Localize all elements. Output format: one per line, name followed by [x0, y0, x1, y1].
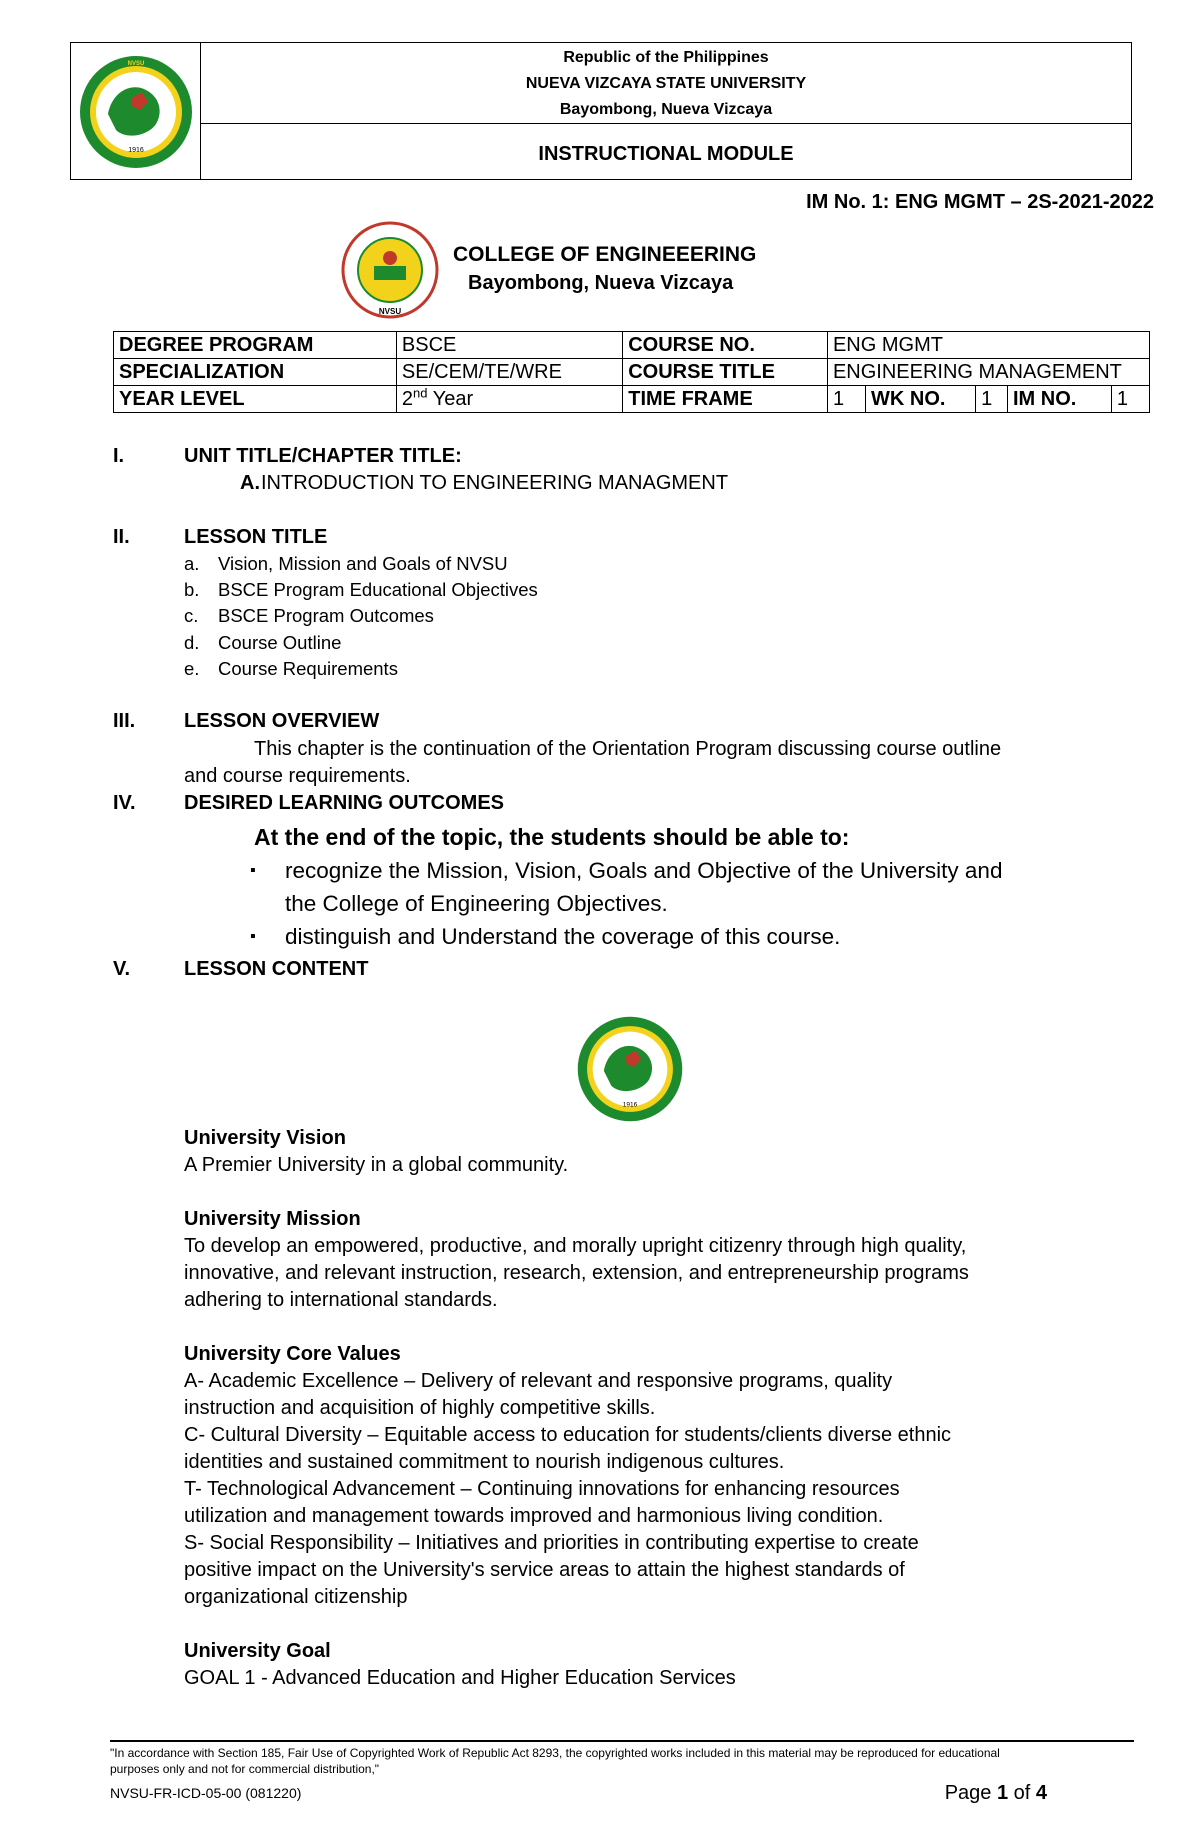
overview-line: This chapter is the continuation of the Orientation Program discussing course outline	[254, 738, 1002, 760]
svg-text:NVSU: NVSU	[127, 61, 145, 67]
specialization-label: SPECIALIZATION	[114, 359, 397, 386]
time-frame-label: TIME FRAME	[623, 386, 828, 413]
year-number: 2	[401, 388, 414, 410]
module-title: INSTRUCTIONAL MODULE	[538, 143, 794, 165]
im-no-label: IM NO.	[1007, 386, 1111, 413]
page-word: Page	[944, 1782, 997, 1804]
course-no-value: ENG MGMT	[827, 332, 1149, 359]
section-numeral-1: I.	[113, 445, 125, 467]
course-no-label: COURSE NO.	[623, 332, 828, 359]
bullet-icon: ▪	[250, 928, 256, 945]
goal-text: GOAL 1 - Advanced Education and Higher Education Services	[184, 1667, 736, 1689]
core-values-line: positive impact on the University's service areas to attain the highest standards of	[184, 1559, 905, 1581]
footer-rule	[110, 1740, 1134, 1742]
outcome-item: recognize the Mission, Vision, Goals and Objective of the University and	[285, 858, 1003, 883]
im-no-value: 1	[1111, 386, 1149, 413]
mission-heading: University Mission	[184, 1208, 361, 1230]
college-name: COLLEGE OF ENGINEEERING	[453, 243, 757, 266]
page-number	[945, 1782, 1047, 1805]
section-numeral-3: III.	[113, 710, 136, 732]
degree-program-label: DEGREE PROGRAM	[114, 332, 397, 359]
lesson-overview-heading: LESSON OVERVIEW	[184, 710, 380, 732]
list-item: Course Outline	[218, 632, 342, 653]
specialization-value: SE/CEM/TE/WRE	[396, 359, 622, 386]
list-item-letter: e.	[184, 658, 200, 679]
core-values-line: utilization and management towards improved and harmonious living condition.	[184, 1505, 884, 1527]
mission-line: innovative, and relevant instruction, research, extension, and entrepreneurship programs	[184, 1262, 969, 1284]
mission-line: adhering to international standards.	[184, 1289, 498, 1311]
year-suffix: nd	[413, 385, 428, 401]
lesson-title-heading: LESSON TITLE	[184, 526, 328, 548]
year-level-label: YEAR LEVEL	[114, 386, 397, 413]
overview-line: and course requirements.	[184, 765, 411, 787]
svg-text:1916: 1916	[622, 1101, 638, 1109]
list-item: Vision, Mission and Goals of NVSU	[218, 553, 508, 574]
svg-text:1916: 1916	[128, 147, 144, 154]
core-values-line: instruction and acquisition of highly competitive skills.	[184, 1397, 656, 1419]
header-box	[70, 42, 1132, 180]
university-seal-logo	[574, 1013, 686, 1125]
core-values-line: T- Technological Advancement – Continuing innovations for enhancing resources	[184, 1478, 900, 1500]
table-row	[114, 386, 1150, 413]
university-seal-logo	[76, 52, 196, 172]
list-item: Course Requirements	[218, 658, 398, 679]
page-of: of	[1008, 1782, 1036, 1804]
bullet-icon: ▪	[250, 862, 256, 879]
core-values-line: organizational citizenship	[184, 1586, 408, 1608]
unit-title-text: INTRODUCTION TO ENGINEERING MANAGMENT	[261, 472, 729, 494]
college-location: Bayombong, Nueva Vizcaya	[468, 272, 734, 294]
goal-heading: University Goal	[184, 1640, 331, 1662]
vision-text: A Premier University in a global community.	[184, 1154, 569, 1176]
course-title-value: ENGINEERING MANAGEMENT	[827, 359, 1149, 386]
vision-heading: University Vision	[184, 1127, 346, 1149]
core-values-line: S- Social Responsibility – Initiatives and priorities in contributing expertise to create	[184, 1532, 919, 1554]
unit-sub-letter: A.	[240, 472, 260, 494]
list-item-letter: b.	[184, 579, 200, 600]
form-code: NVSU-FR-ICD-05-00 (081220)	[110, 1785, 302, 1801]
table-row	[114, 332, 1150, 359]
time-frame-value: 1	[827, 386, 865, 413]
copyright-note-continued: purposes only and not for commercial distribution,"	[110, 1762, 380, 1776]
outcomes-lead: At the end of the topic, the students should be able to:	[254, 824, 850, 850]
year-word: Year	[427, 388, 474, 410]
university-name: NUEVA VIZCAYA STATE UNIVERSITY	[525, 75, 807, 92]
degree-program-value: BSCE	[396, 332, 622, 359]
core-values-heading: University Core Values	[184, 1343, 401, 1365]
outcome-item: distinguish and Understand the coverage of this course.	[285, 924, 841, 949]
year-level-value	[396, 386, 622, 413]
logo-cell	[71, 43, 201, 179]
core-values-line: identities and sustained commitment to nourish indigenous cultures.	[184, 1451, 785, 1473]
section-numeral-2: II.	[113, 526, 130, 548]
list-item-letter: a.	[184, 553, 200, 574]
section-numeral-4: IV.	[113, 792, 136, 814]
list-item-letter: d.	[184, 632, 200, 653]
list-item: BSCE Program Outcomes	[218, 605, 434, 626]
page-current: 1	[996, 1782, 1009, 1804]
college-of-engineering-logo	[340, 220, 440, 320]
section-numeral-5: V.	[113, 958, 131, 980]
mission-line: To develop an empowered, productive, and morally upright citizenry through high quality,	[184, 1235, 967, 1257]
im-number: IM No. 1: ENG MGMT – 2S-2021-2022	[806, 191, 1154, 213]
course-title-label: COURSE TITLE	[623, 359, 828, 386]
learning-outcomes-heading: DESIRED LEARNING OUTCOMES	[184, 792, 505, 814]
core-values-line: A- Academic Excellence – Delivery of relevant and responsive programs, quality	[184, 1370, 893, 1392]
republic-line: Republic of the Philippines	[563, 49, 769, 66]
lesson-content-heading: LESSON CONTENT	[184, 958, 369, 980]
outcome-item-continued: the College of Engineering Objectives.	[285, 891, 668, 916]
wk-no-value: 1	[976, 386, 1008, 413]
course-info-table	[113, 331, 1150, 413]
core-values-line: C- Cultural Diversity – Equitable access to education for students/clients diverse ethnic	[184, 1424, 952, 1446]
list-item: BSCE Program Educational Objectives	[218, 579, 538, 600]
table-row	[114, 359, 1150, 386]
list-item-letter: c.	[184, 605, 199, 626]
svg-text:NVSU: NVSU	[378, 307, 402, 316]
wk-no-label: WK NO.	[866, 386, 976, 413]
page-total: 4	[1035, 1782, 1047, 1804]
copyright-note: "In accordance with Section 185, Fair Use of Copyrighted Work of Republic Act 8293, the copyrighted works included in this material may be reproduced for educational	[110, 1746, 1000, 1760]
unit-title-heading: UNIT TITLE/CHAPTER TITLE:	[184, 445, 462, 467]
header-divider	[201, 123, 1131, 124]
university-location: Bayombong, Nueva Vizcaya	[559, 101, 773, 118]
